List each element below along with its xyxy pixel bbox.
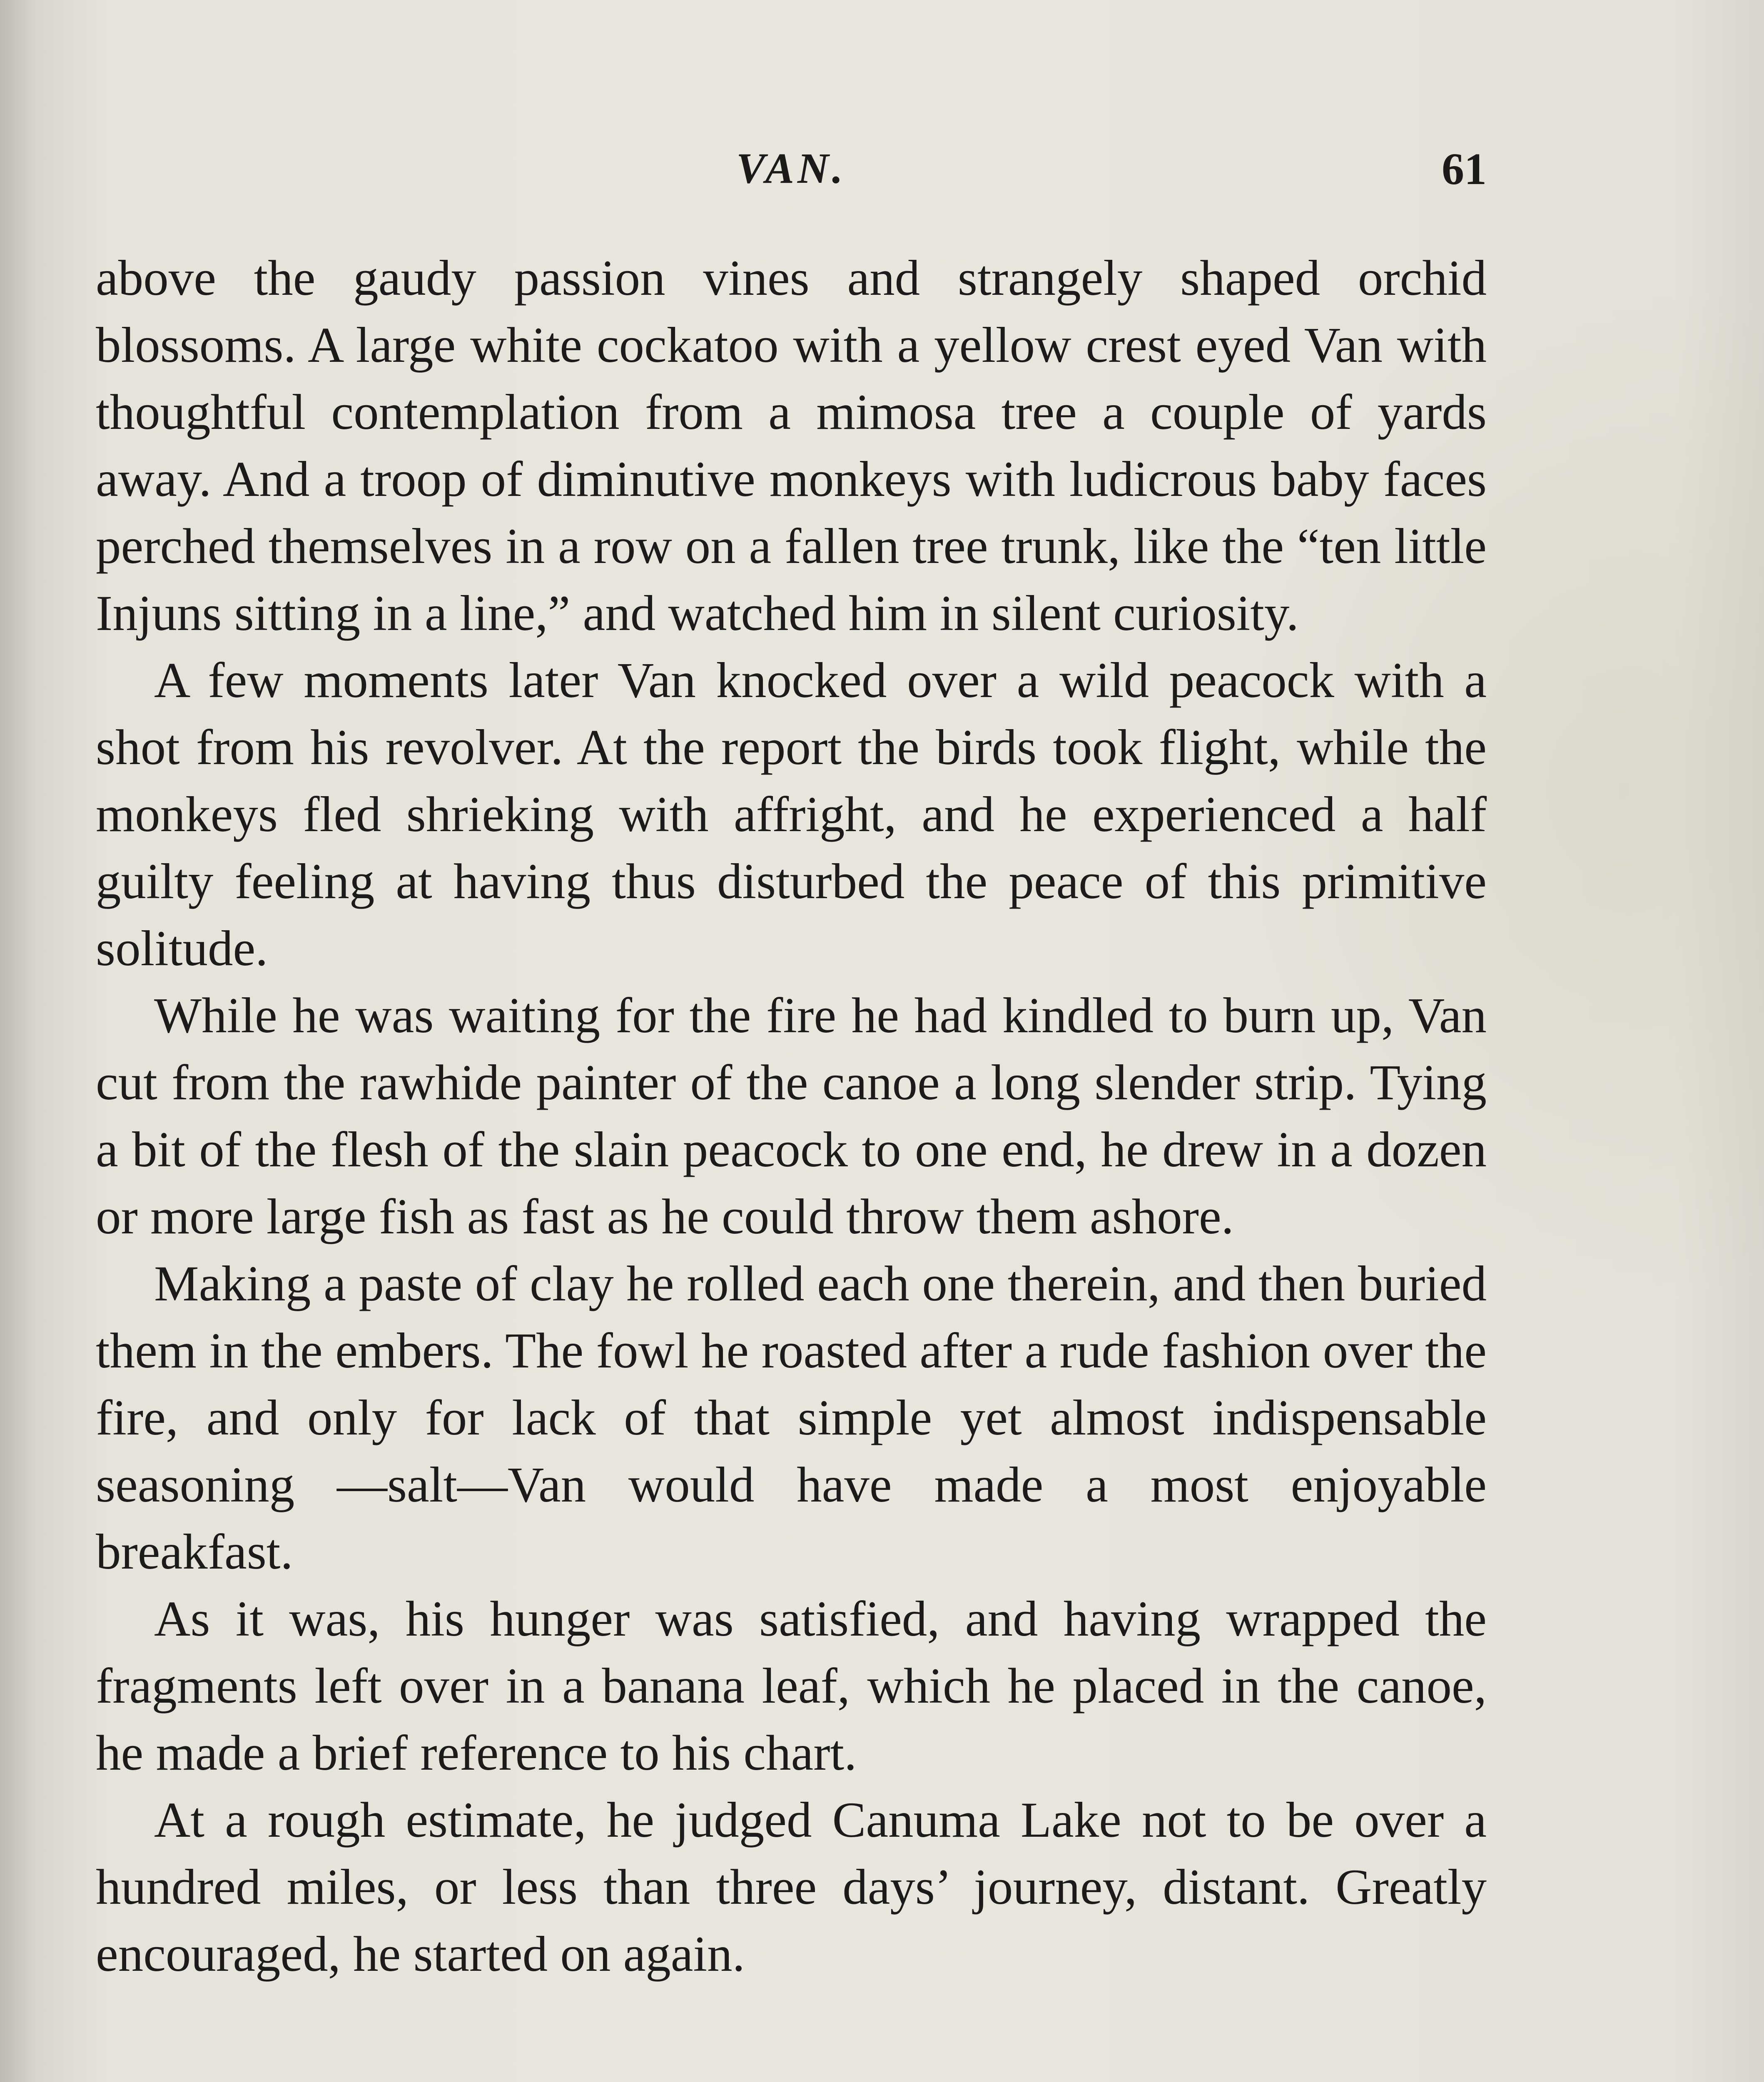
paragraph: A few moments later Van knocked over a wild peacock with a shot from his revolver. At the report the birds took flight, while the monkeys fled shrieking with affright, and he experienced a half guilty feeling at having thus disturbed the peace of this primitive solitude. [96,652,1487,976]
paragraph: As it was, his hunger was satisfied, and having wrapped the fragments left over in a banana leaf, which he placed in the canoe, he made a brief reference to his chart. [96,1591,1487,1781]
paragraph: Making a paste of clay he rolled each one therein, and then buried them in the embers. The fowl he roasted after a rude fashion over the fire, and only for lack of that simple yet almost indispensable seasoning —salt—Van would have made a most enjoyable breakfast. [96,1256,1487,1580]
paragraph: At a rough estimate, he judged Canuma Lake not to be over a hundred miles, or less than three days’ journey, distant. Greatly encouraged, he started on again. [96,1792,1487,1982]
paragraph-continued: above the gaudy passion vines and strangely shaped orchid blossoms. A large white cockatoo with a yellow crest eyed Van with thoughtful contemplation from a mimosa tree a couple of yards away. And a troop of diminutive monkeys with ludicrous baby faces perched themselves in a row on a fallen tree trunk, like the “ten little Injuns sitting in a line,” and watched him in silent curiosity. [96,250,1487,641]
running-head: VAN. [736,144,847,192]
body-text [96,245,1487,1988]
page-header [96,144,1487,210]
page-number: 61 [1442,144,1487,194]
paragraph: While he was waiting for the fire he had kindled to burn up, Van cut from the rawhide painter of the canoe a long slender strip. Tying a bit of the flesh of the slain peacock to one end, he drew in a dozen or more large fish as fast as he could throw them ashore. [96,988,1487,1245]
